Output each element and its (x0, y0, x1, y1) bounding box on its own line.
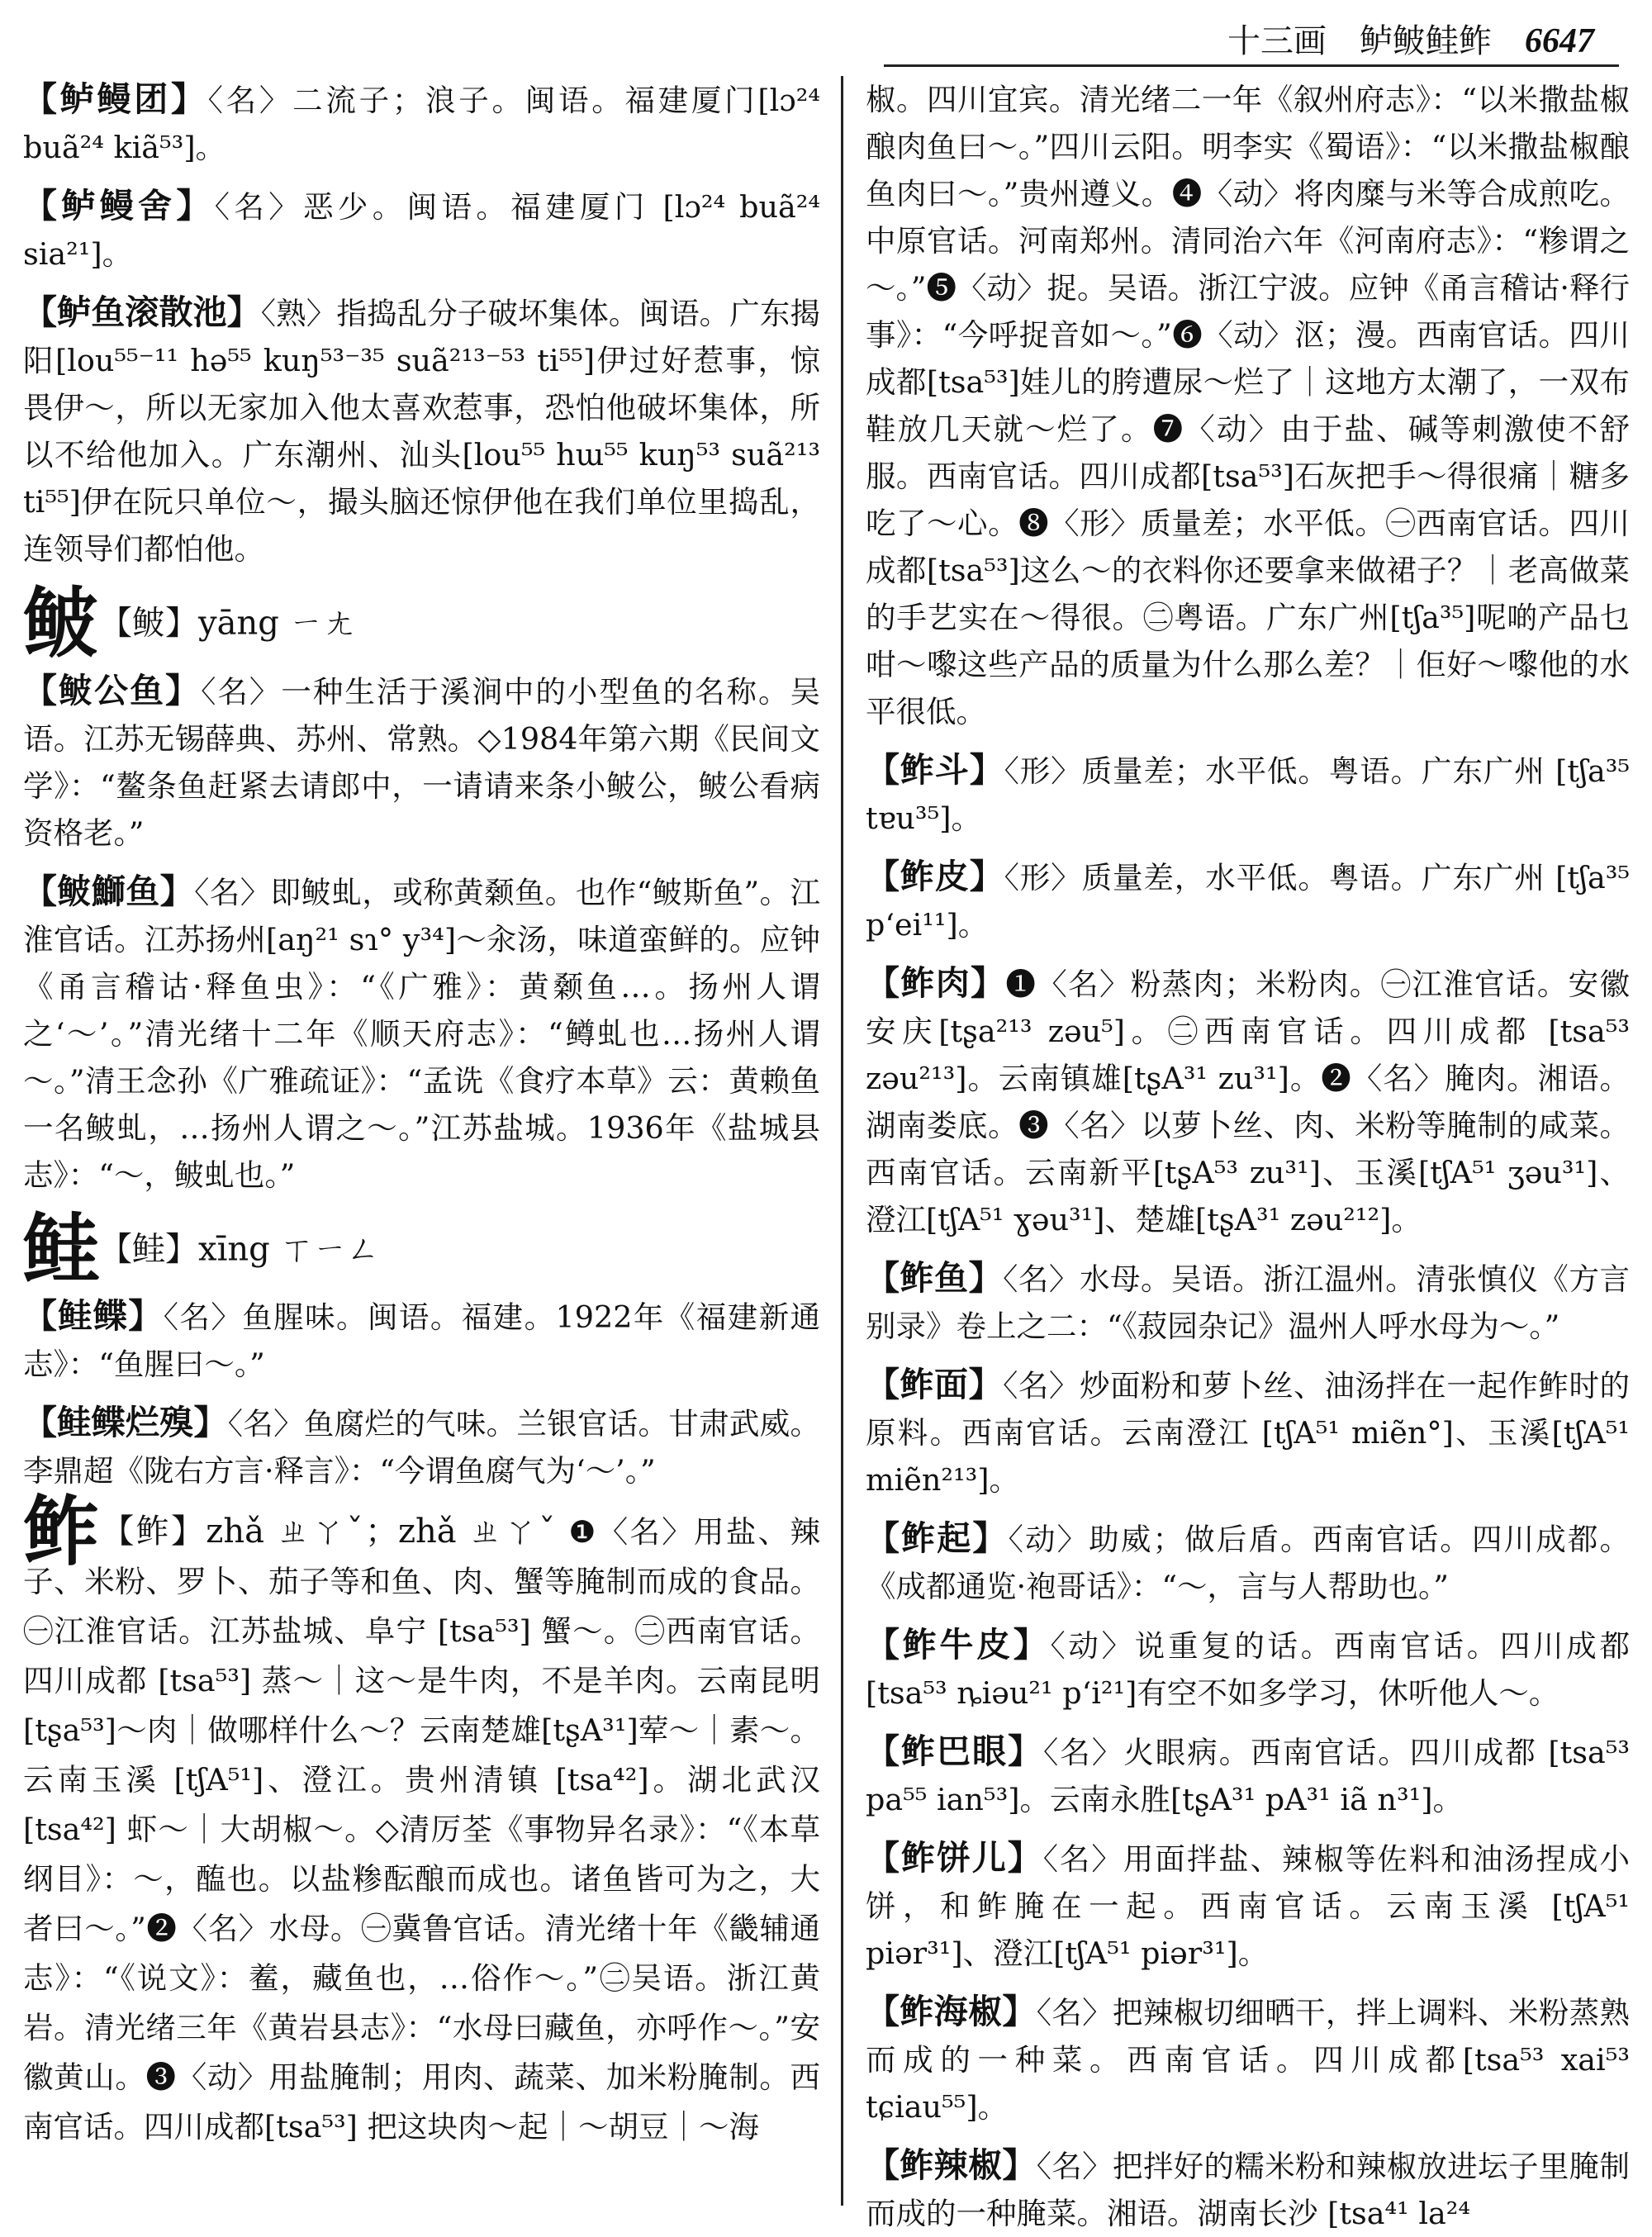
definition: 〈形〉质量差；水平低。粤语。广东广州 [tʃa³⁵ tɐu³⁵]。 (866, 753, 1630, 836)
definition: ❶〈名〉用盐、辣子、米粉、罗卜、茄子等和鱼、肉、蟹等腌制而成的食品。㊀江淮官话。江苏盐城、阜宁 [tsa⁵³] 蟹～。㊁西南官话。四川成都 [tsa⁵³] 蒸～｜这～是牛肉，不是羊肉。云南昆明[tʂa⁵³]～肉｜做哪样什么～？云南楚雄[tʂA³¹]荤～｜素～。云南玉溪 [tʃA⁵¹]、澄江。贵州清镇 [tsa⁴²]。湖北武汉 [tsa⁴²] 虾～｜大胡椒～。◇清厉荃《事物异名录》：“《本草纲目》：～，醢也。以盐糁酝酿而成也。诸鱼皆可为之，大者曰～。”❷〈名〉水母。㊀冀鲁官话。清光绪十年《畿辅通志》：“《说文》：鲝，藏鱼也，…俗作～。”㊁吴语。浙江黄岩。清光绪三年《黄岩县志》：“水母曰藏鱼，亦呼作～。”安徽黄山。❸〈动〉用盐腌制；用肉、蔬菜、加米粉腌制。西南官话。四川成都[tsa⁵³] 把这块肉～起｜～胡豆｜～海 (23, 1514, 820, 2144)
character-heading (23, 1487, 820, 2150)
headword: 【鲊海椒】 (866, 1992, 1037, 2031)
page-header (1227, 15, 1594, 62)
headword: 【鲊辣椒】 (866, 2145, 1037, 2185)
header-chars: 鲈鲏鲑鲊 (1360, 22, 1492, 60)
head-character: 鲊 (23, 1487, 102, 1576)
definition: 〈名〉把拌好的糯米粉和辣椒放进坛子里腌制而成的一种腌菜。湘语。湖南长沙 [tsa⁴¹ la²⁴ (866, 2149, 1630, 2231)
entry (866, 1515, 1630, 1610)
definition: 〈名〉即鲏虬，或称黄颡鱼。也作“鲏斯鱼”。江淮官话。江苏扬州[aŋ²¹ sɿ° y³⁴]～汆汤，味道蛮鲜的。应钟《甬言稽诂·释鱼虫》：“《广雅》：黄颡鱼…。扬州人谓之‘～’。”清光绪十二年《顺天府志》：“鳟虬也…扬州人谓～。”清王念孙《广雅疏证》：“孟诜《食疗本草》云：黄赖鱼一名鲏虬，…扬州人谓之～。”江苏盐城。1936年《盐城县志》：“～，鲏虬也。” (23, 874, 821, 1193)
head-pronunciation: 【鲏】yāng ㄧㄤ (99, 604, 356, 643)
headword: 【鲊牛皮】 (866, 1625, 1051, 1665)
entry (866, 1255, 1630, 1350)
headword: 【鲈鳗舍】 (23, 186, 215, 226)
continued-text: 椒。四川宜宾。清光绪二一年《叙州府志》：“以米撒盐椒酿肉鱼曰～。”四川云阳。明李实《蜀语》：“以米撒盐椒酿鱼肉曰～。”贵州遵义。❹〈动〉将肉糜与米等合成煎吃。中原官话。河南郑州。清同治六年《河南府志》：“糁谓之～。”❺〈动〉捉。吴语。浙江宁波。应钟《甬言稽诂·释行事》：“今呼捉音如～。”❻〈动〉沤；漫。西南官话。四川成都[tsa⁵³]娃儿的胯遭尿～烂了｜这地方太潮了，一双布鞋放几天就～烂了。❼〈动〉由于盐、碱等刺激使不舒服。西南官话。四川成都[tsa⁵³]石灰把手～得很痛｜糖多吃了～心。❽〈形〉质量差；水平低。㊀西南官话。四川成都[tsa⁵³]这么～的衣料你还要拿来做裙子？｜老高做菜的手艺实在～得很。㊁粤语。广东广州[tʃa³⁵]呢啲产品乜咁～嚟这些产品的质量为什么那么差？｜佢好～嚟他的水平很低。 (866, 82, 1630, 729)
headword: 【鲊饼儿】 (866, 1838, 1043, 1878)
head-pronunciation: 【鲑】xīng ㄒㄧㄥ (99, 1230, 380, 1268)
definition: 〈名〉一种生活于溪涧中的小型鱼的名称。吴语。江苏无锡薛典、苏州、常熟。◇1984年第六期《民间文学》：“鳌条鱼赶紧去请郎中，一请请来条小鲏公，鲏公看病资格老。” (23, 673, 821, 851)
entry (866, 1988, 1630, 2130)
definition: 〈名〉火眼病。西南官话。四川成都 [tsa⁵³ pa⁵⁵ ian⁵³]。云南永胜[tʂA³¹ pA³¹ iã n³¹]。 (866, 1735, 1630, 1817)
definition: ❶〈名〉粉蒸肉；米粉肉。㊀江淮官话。安徽安庆[tʂa²¹³ zəu⁵]。㊁西南官话。四川成都 [tsa⁵³ zəu²¹³]。云南镇雄[tʂA³¹ zu³¹]。❷〈名〉腌肉。湘语。湖南娄底。❸〈名〉以萝卜丝、肉、米粉等腌制的咸菜。西南官话。云南新平[tʂA⁵³ zu³¹]、玉溪[tʃA⁵¹ ʒəu³¹]、澄江[tʃA⁵¹ ɣəu³¹]、楚雄[tʂA³¹ zəu²¹²]。 (866, 967, 1631, 1237)
headword: 【鲏鰤鱼】 (23, 871, 195, 911)
entry (866, 960, 1630, 1243)
entry (866, 2142, 1630, 2237)
entry (866, 1835, 1630, 1977)
entry (23, 1399, 820, 1494)
entry (23, 1293, 820, 1388)
headword: 【鲊起】 (866, 1518, 1009, 1558)
headword: 【鲊皮】 (866, 857, 1004, 896)
headword: 【鲊鱼】 (866, 1258, 1004, 1298)
definition: 〈熟〉指捣乱分子破坏集体。闽语。广东揭阳[lou⁵⁵⁻¹¹ hə⁵⁵ kuŋ⁵³⁻³⁵ suã²¹³⁻⁵³ ti⁵⁵]伊过好惹事，惊畏伊～，所以无家加入他太喜欢惹事，恐怕他破坏集体，所以不给他加入。广东潮州、汕头[lou⁵⁵ hɯ⁵⁵ kuŋ⁵³ suã²¹³ ti⁵⁵]伊在阮只单位～，撮头脑还惊伊他在我们单位里捣乱，连领导们都怕他。 (23, 296, 821, 567)
entry (23, 868, 820, 1199)
character-heading (23, 578, 820, 668)
headword: 【鲑鲽】 (23, 1296, 164, 1336)
column-divider (841, 76, 843, 2206)
entry (866, 747, 1630, 842)
left-column (23, 76, 820, 2206)
head-character: 鲏 (23, 578, 100, 668)
entry (23, 667, 820, 857)
definition: 〈名〉水母。吴语。浙江温州。清张慎仪《方言别录》卷上之二：“《菽园杂记》温州人呼水母为～。” (866, 1261, 1630, 1344)
definition: 〈名〉用面拌盐、辣椒等佐料和油汤捏成小饼，和鲊腌在一起。西南官话。云南玉溪 [tʃA⁵¹ piər³¹]、澄江[tʃA⁵¹ piər³¹]。 (866, 1841, 1631, 1971)
definition: 〈形〉质量差，水平低。粤语。广东广州 [tʃa³⁵ p‘ei¹¹]。 (866, 860, 1630, 943)
headword: 【鲈鱼滚散池】 (23, 292, 261, 332)
definition: 〈名〉二流子；浪子。闽语。福建厦门[lɔ²⁴ buã²⁴ kiã⁵³]。 (23, 83, 821, 165)
entry (866, 853, 1630, 948)
definition: 〈名〉把辣椒切细晒干，拌上调料、米粉蒸熟而成的一种菜。西南官话。四川成都[tsa⁵³ xai⁵³ tɕiau⁵⁵]。 (866, 1995, 1630, 2125)
definition: 〈动〉助威；做后盾。西南官话。四川成都。《成都通览·袍哥话》：“～，言与人帮助也。” (866, 1522, 1631, 1604)
entry (23, 289, 820, 572)
definition: 〈名〉鱼腥味。闽语。福建。1922年《福建新通志》：“鱼腥曰～。” (23, 1299, 821, 1382)
entry (866, 1361, 1630, 1503)
right-column (866, 76, 1631, 2231)
headword: 【鲊肉】 (866, 963, 1006, 1003)
headword: 【鲊面】 (866, 1365, 1004, 1404)
headword: 【鲊巴眼】 (866, 1731, 1043, 1771)
page-number: 6647 (1525, 22, 1594, 60)
definition: 〈名〉炒面粉和萝卜丝、油汤拌在一起作鲊时的原料。西南官话。云南澄江 [tʃA⁵¹ miẽn°]、玉溪[tʃA⁵¹ miẽn²¹³]。 (866, 1368, 1630, 1498)
head-character: 鲑 (23, 1204, 100, 1294)
headword: 【鲏公鱼】 (23, 670, 202, 710)
entry (866, 1622, 1630, 1717)
character-heading (23, 1204, 820, 1294)
definition: 〈动〉说重复的话。西南官话。四川成都[tsa⁵³ ȵiəu²¹ p‘i²¹]有空不如多学习，休听他人～。 (866, 1628, 1631, 1711)
section-label: 十三画 (1227, 22, 1327, 60)
headword: 【鲈鳗团】 (23, 79, 208, 119)
headword: 【鲑鲽烂殠】 (23, 1403, 228, 1442)
entry (866, 1728, 1630, 1823)
definition: 〈名〉鱼腐烂的气味。兰银官话。甘肃武威。李鼎超《陇右方言·释言》：“今谓鱼腐气为‘～’。” (23, 1406, 821, 1489)
header-rule (884, 64, 1619, 67)
entry (23, 76, 820, 171)
definition: 〈名〉恶少。闽语。福建厦门 [lɔ²⁴ buã²⁴ sia²¹]。 (23, 189, 820, 272)
head-pronunciation: 【鲊】zhǎ ㄓㄚˇ；zhǎ ㄓㄚˇ (101, 1513, 558, 1551)
entry (23, 183, 820, 278)
headword: 【鲊斗】 (866, 750, 1004, 790)
